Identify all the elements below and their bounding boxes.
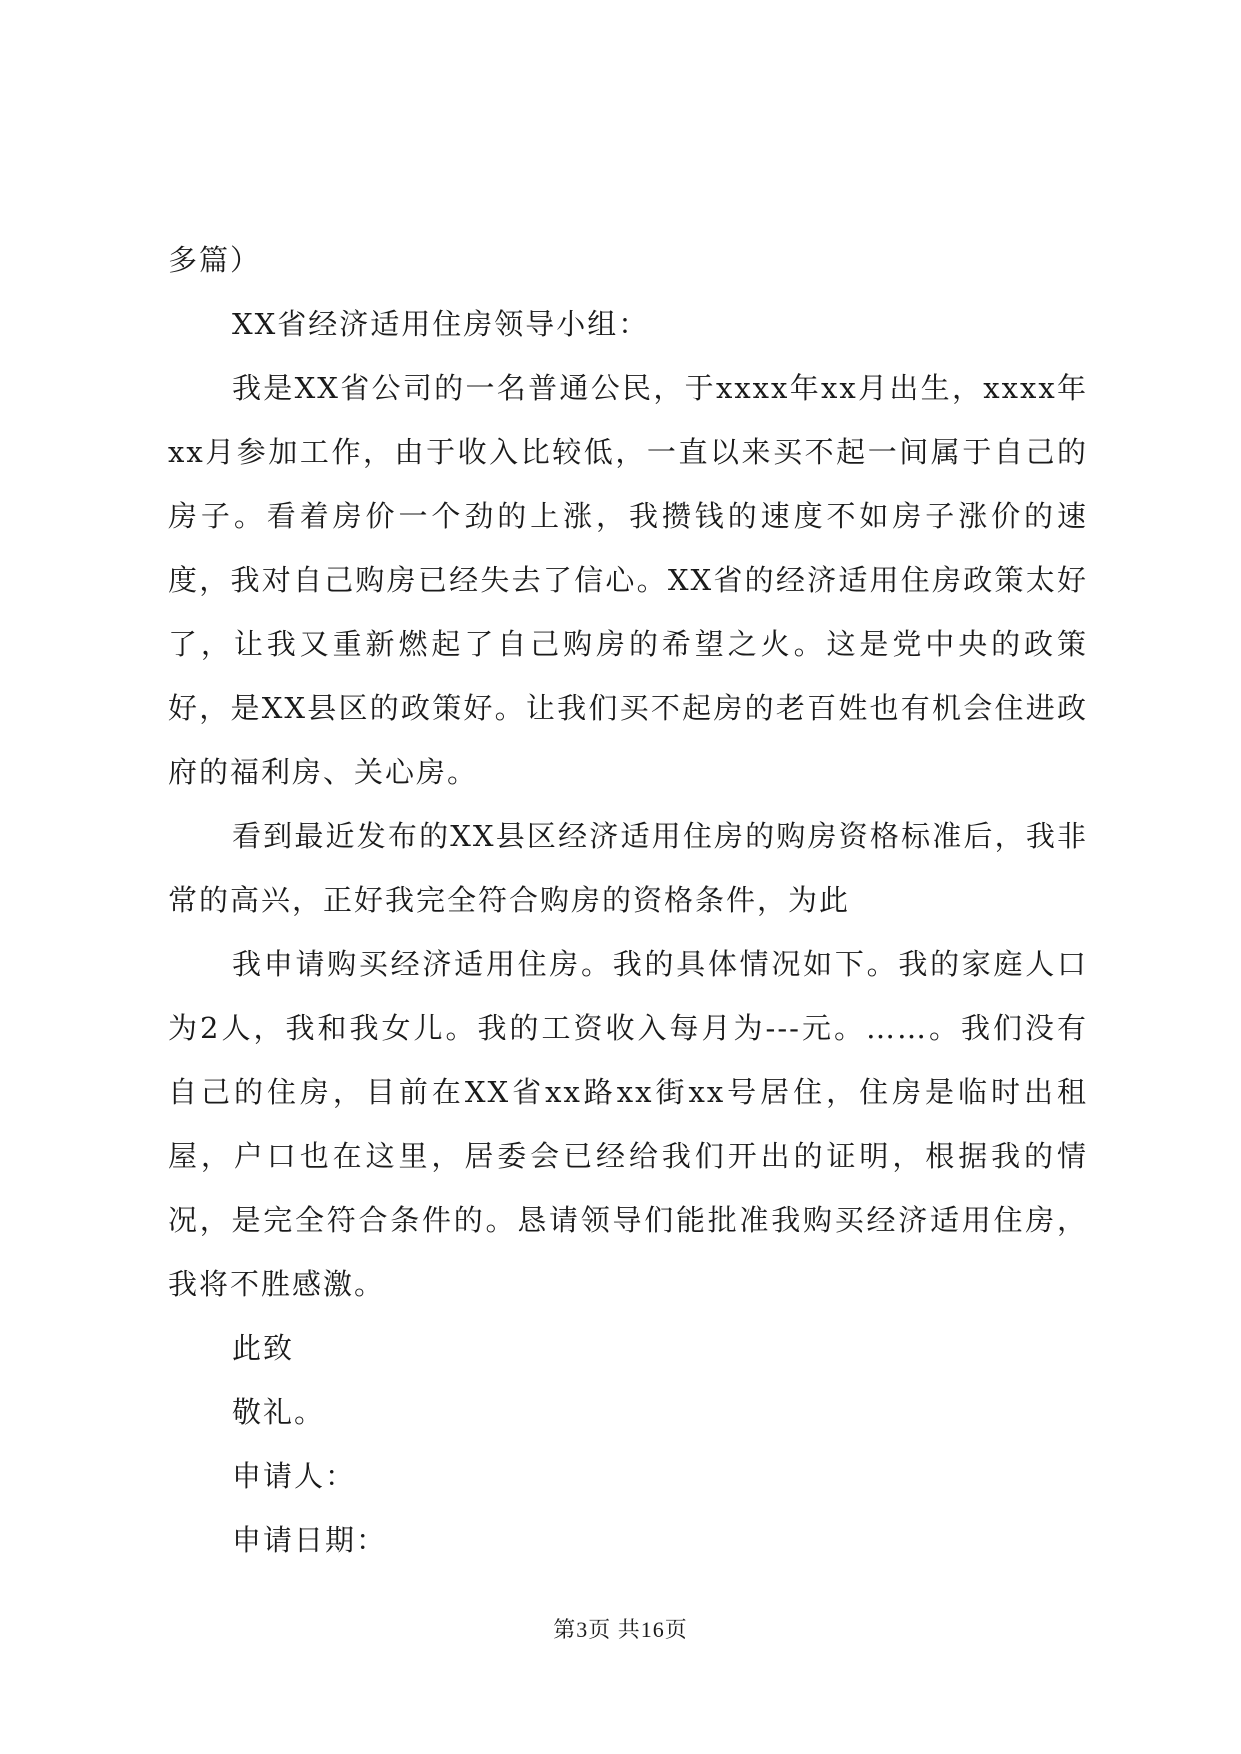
salutation-line: XX省经济适用住房领导小组： [232,307,650,341]
paragraph-3: 我申请购买经济适用住房。我的具体情况如下。我的家庭人口为2人，我和我女儿。我的工资收入每月为---元。……。我们没有自己的住房，目前在XX省xx路xx街xx号居住，住房是临时出租屋，户口也在这里，居委会已经给我们开出的证明，根据我的情况，是完全符合条件的。恳请领导们能批准我购买经济适用住房，我将不胜感激。 [168,947,1088,1301]
paragraph-1: 我是XX省公司的一名普通公民，于xxxx年xx月出生，xxxx年xx月参加工作，由于收入比较低，一直以来买不起一间属于自己的房子。看着房价一个劲的上涨，我攒钱的速度不如房子涨价的速度，我对自己购房已经失去了信心。XX省的经济适用住房政策太好了，让我又重新燃起了自己购房的希望之火。这是党中央的政策好，是XX县区的政策好。让我们买不起房的老百姓也有机会住进政府的福利房、关心房。 [168,371,1088,789]
application-date-line: 申请日期： [232,1523,388,1557]
paragraph-2: 看到最近发布的XX县区经济适用住房的购房资格标准后，我非常的高兴，正好我完全符合购房的资格条件，为此 [168,819,1088,917]
continuation-line: 多篇） [168,243,262,277]
closing-ci-zhi: 此致 [232,1331,295,1365]
document-body [168,228,1088,1572]
closing-jing-li: 敬礼。 [232,1395,326,1429]
page-number-label: 第3页 共16页 [553,1617,688,1642]
applicant-line: 申请人： [232,1459,357,1493]
page-footer [0,1613,1241,1644]
